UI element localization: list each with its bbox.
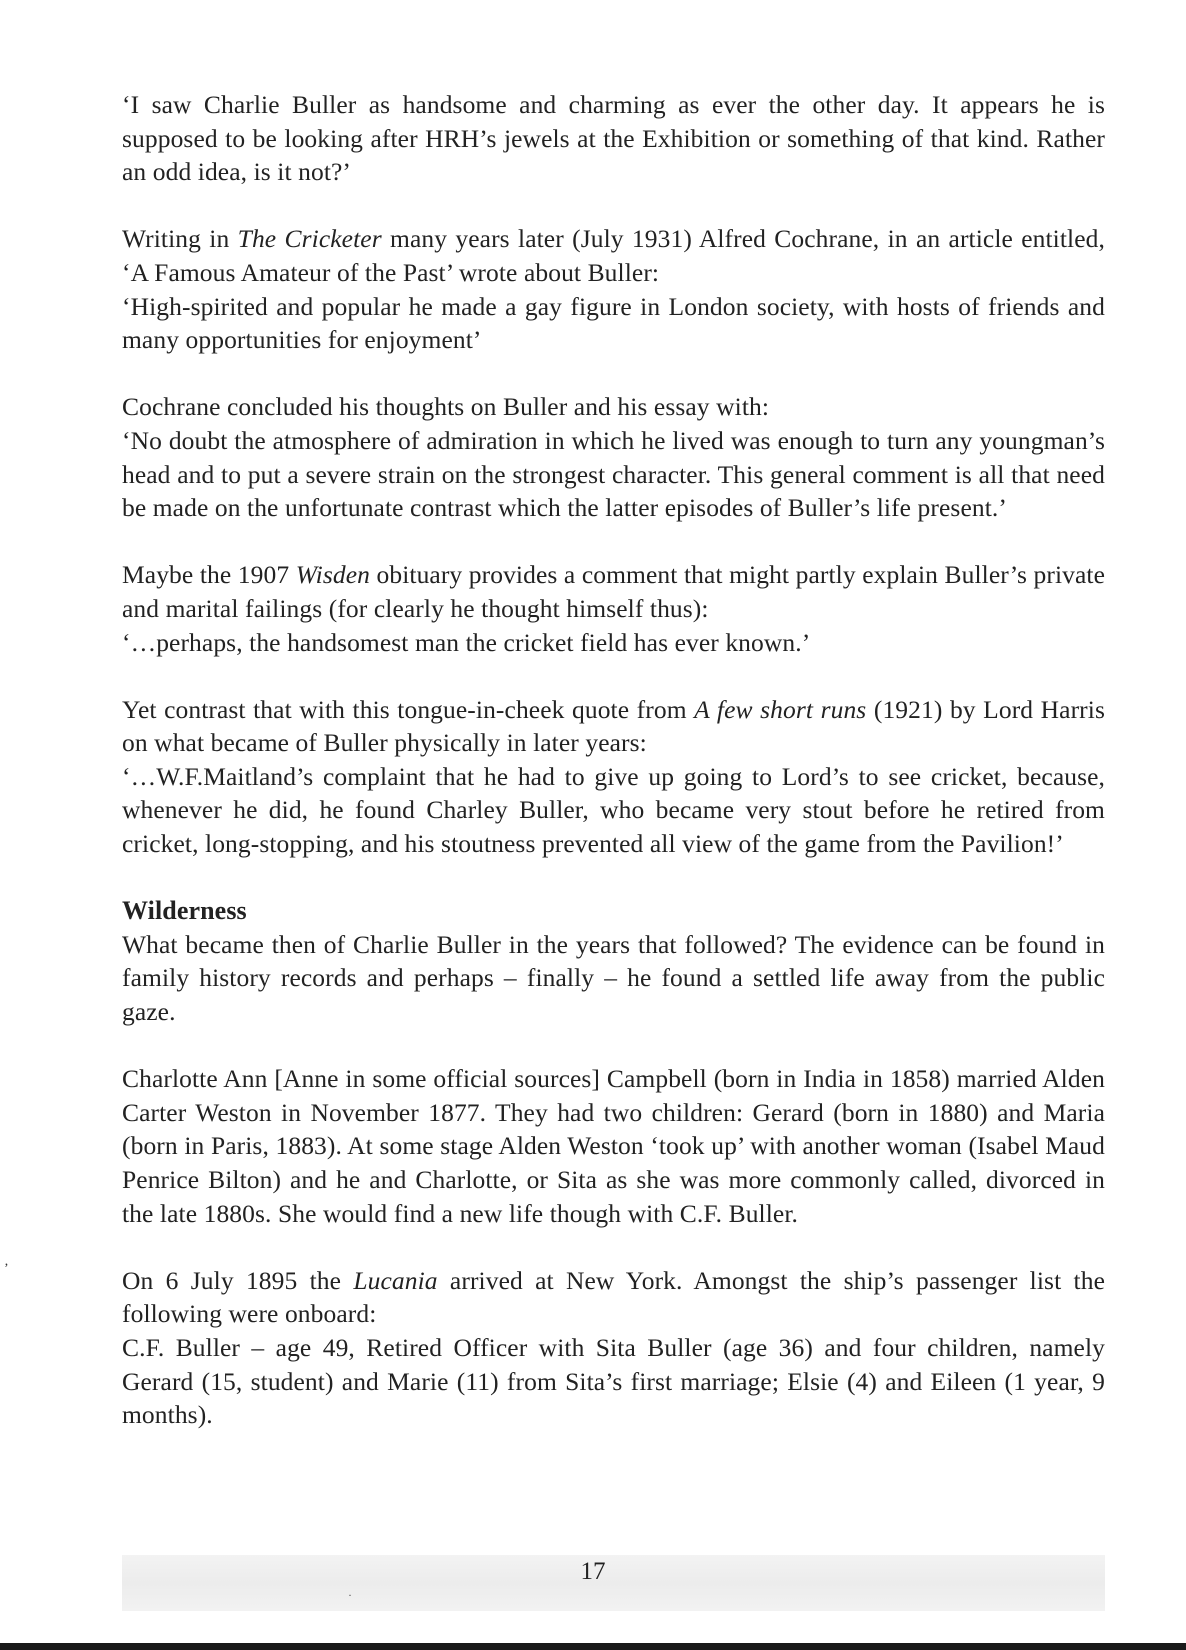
margin-mark: ‚ xyxy=(4,1254,9,1269)
text-run: (1921) by Lord Harris on what became of Buller physically in later years: xyxy=(122,694,1105,758)
quote-wisden: ‘…perhaps, the handsomest man the cricket field has ever known.’ xyxy=(122,627,811,657)
footer-dot: · xyxy=(348,1588,352,1602)
paragraph-harris xyxy=(122,693,1105,760)
title-the-cricketer: The Cricketer xyxy=(237,224,382,254)
text-run: many years later (July 1931) Alfred Cochrane, in an article entitled, ‘A Famous Amateur of the Past’ wrote about Buller: xyxy=(122,224,1105,287)
text-run: Yet contrast that with this tongue-in-cheek quote from xyxy=(122,694,695,724)
paragraph-gap xyxy=(122,1230,1105,1264)
paragraph-gap xyxy=(122,525,1105,559)
quote-harris: ‘…W.F.Maitland’s complaint that he had to give up going to Lord’s to see cricket, because, whenever he did, he found Charley Buller, who became very stout before he retired from cricket, long-stopping, and his stoutness prevented all view of the game from the Pavilion!’ xyxy=(122,761,1105,859)
paragraph-gap xyxy=(122,1029,1105,1063)
passenger-list: C.F. Buller – age 49, Retired Officer with Sita Buller (age 36) and four children, namely Gerard (15, student) and Marie (11) from Sita’s first marriage; Elsie (4) and Eileen (1 year, 9 months). xyxy=(122,1332,1105,1430)
paragraph-lucania xyxy=(122,1264,1105,1331)
paragraph-gap xyxy=(122,659,1105,693)
text-run: Maybe the 1907 xyxy=(122,560,296,590)
text-run: On 6 July 1895 the xyxy=(122,1265,354,1295)
page-number: 17 xyxy=(580,1558,606,1585)
title-wisden: Wisden xyxy=(295,560,370,590)
text-run: arrived at New York. Amongst the ship’s passenger list the following were onboard: xyxy=(122,1265,1105,1329)
paragraph-gap xyxy=(122,357,1105,391)
bottom-scan-edge xyxy=(0,1643,1186,1650)
paragraph-wisden xyxy=(122,558,1105,625)
ship-name-lucania: Lucania xyxy=(353,1265,438,1295)
quote-cochrane-2: ‘No doubt the atmosphere of admiration in which he lived was enough to turn any youngman’s head and to put a severe strain on the strongest character. This general comment is all that need be made on the unfortunate contrast which the latter episodes of Buller’s life present.’ xyxy=(122,425,1105,523)
title-a-few-short-runs: A few short runs xyxy=(694,694,867,724)
paragraph-gap xyxy=(122,861,1105,895)
text-run: Writing in xyxy=(122,224,238,254)
paragraph-wilderness: What became then of Charlie Buller in the years that followed? The evidence can be found in family history records and perhaps – finally – he found a settled life away from the public gaze. xyxy=(122,929,1105,1027)
page-body xyxy=(122,88,1105,1432)
paragraph-letter-quote: ‘I saw Charlie Buller as handsome and charming as ever the other day. It appears he is supposed to be looking after HRH’s jewels at the Exhibition or something of that kind. Rather an odd idea, is it not?’ xyxy=(122,90,1105,187)
paragraph-cochrane: Cochrane concluded his thoughts on Buller and his essay with: xyxy=(122,392,770,422)
text-run: obituary provides a comment that might partly explain Buller’s private and marital failings (for clearly he thought himself thus): xyxy=(122,560,1106,623)
paragraph-gap xyxy=(122,189,1105,223)
paragraph-cricketer xyxy=(122,222,1105,289)
quote-cochrane-1: ‘High-spirited and popular he made a gay figure in London society, with hosts of friends and many opportunities for enjoyment’ xyxy=(122,291,1105,355)
section-heading: Wilderness xyxy=(122,896,247,926)
paragraph-charlotte: Charlotte Ann [Anne in some official sources] Campbell (born in India in 1858) married Alden Carter Weston in November 1877. They had two children: Gerard (born in 1880) and Maria (born in Paris, 1883). At some stage Alden Weston ‘took up’ with another woman (Isabel Maud Penrice Bilton) and he and Charlotte, or Sita as she was more commonly called, divorced in the late 1880s. She would find a new life though with C.F. Buller. xyxy=(122,1064,1105,1228)
